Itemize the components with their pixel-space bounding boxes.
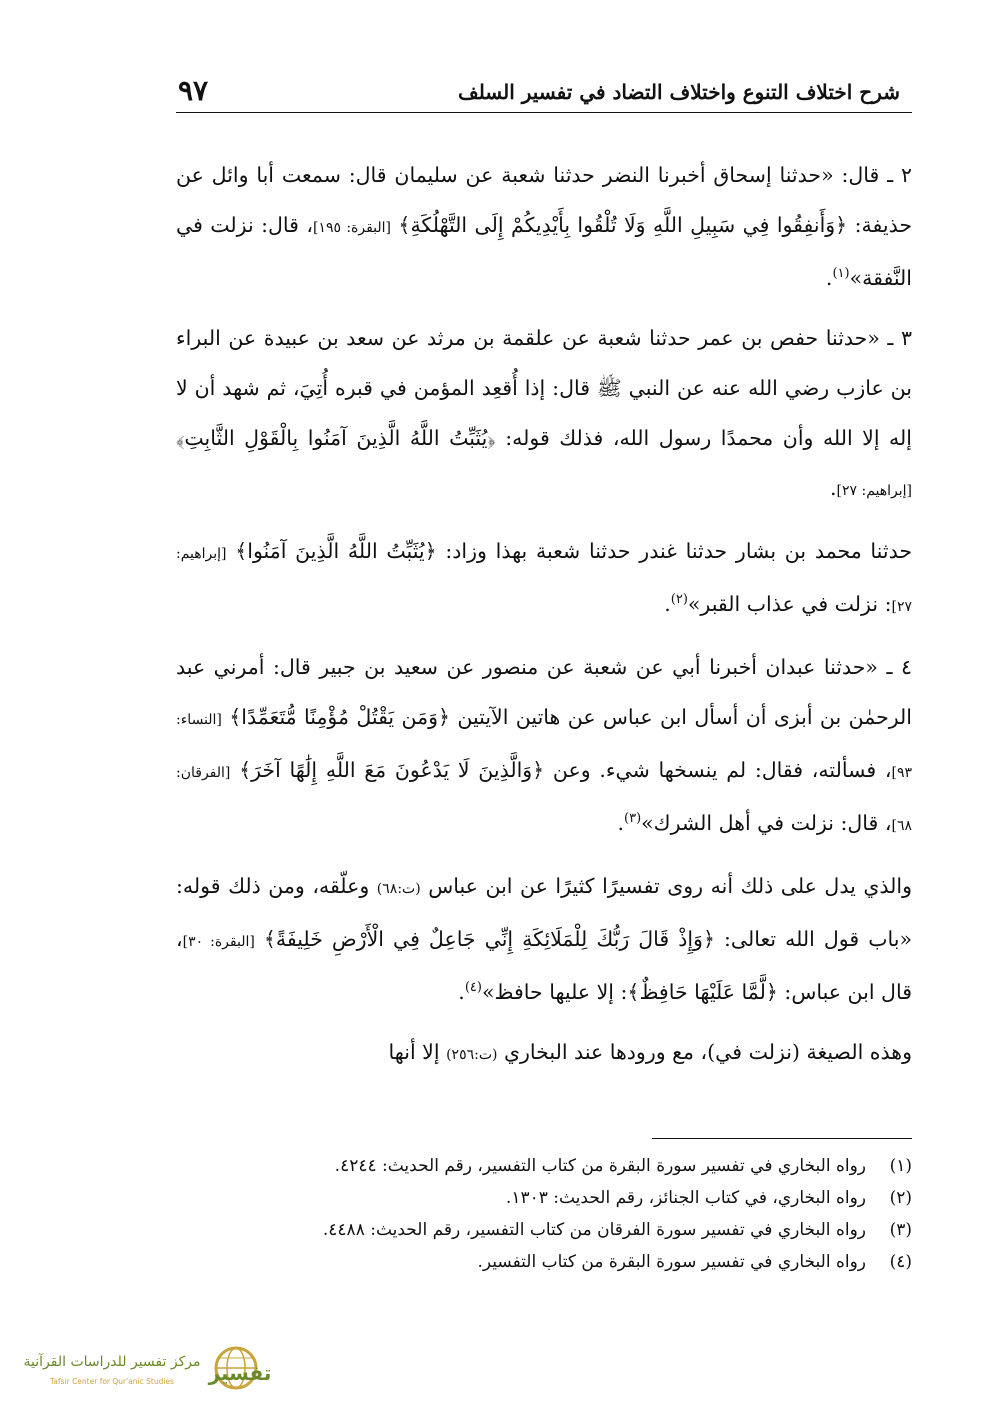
footnote-text: رواه البخاري في تفسير سورة الفرقان من كتاب التفسير، رقم الحديث: ٤٤٨٨. <box>322 1220 866 1240</box>
verse-reference: [إبراهيم: ٢٧] <box>176 546 912 615</box>
footnote-number: (٢) <box>889 1188 912 1208</box>
footnote-marker: (٣) <box>624 811 642 827</box>
footnote-1 <box>176 1150 912 1182</box>
verse-reference: [إبراهيم: ٢٧] <box>836 483 912 499</box>
running-title: شرح اختلاف التنوع واختلاف التضاد في تفسير السلف <box>457 80 900 104</box>
footnotes <box>176 1150 912 1278</box>
verse-reference: [الفرقان: ٦٨] <box>176 765 912 834</box>
paragraph-hadith-3: ٣ ـ «حدثنا حفص بن عمر حدثنا شعبة عن علقمة بن مرثد عن سعد بن عبيدة عن البراء بن عازب رضي الله عنه عن النبي ﷺ قال: إذا أُقعِد المؤمن في قبره أُتِيَ، ثم شهد أن لا إله إلا الله وأن محمدًا رسول الله، فذلك قوله: ﴿يُثَبِّتُ اللَّهُ الَّذِينَ آمَنُوا بِالْقَوْلِ الثَّابِتِ﴾ [إبراهيم: ٢٧]. <box>176 326 912 500</box>
footnote-2 <box>176 1182 912 1214</box>
footnote-number: (١) <box>889 1156 912 1176</box>
logo-english-name: Tafsir Center for Qur'anic Studies <box>50 1377 174 1386</box>
footnote-marker: (٢) <box>670 592 688 608</box>
verse-reference: [البقرة: ٣٠] <box>182 934 255 950</box>
footnote-marker: (٤) <box>464 980 482 996</box>
logo-arabic-name: مركز تفسير للدراسات القرآنية <box>23 1354 201 1370</box>
footnote-text: رواه البخاري في تفسير سورة البقرة من كتاب التفسير. <box>477 1252 866 1272</box>
paragraph-hadith-3-addition: حدثنا محمد بن بشار حدثنا غندر حدثنا شعبة بهذا وزاد: ﴿يُثَبِّتُ اللَّهُ الَّذِينَ آمَنُوا﴾ [إبراهيم: ٢٧]: نزلت في عذاب القبر»$^{(٢)}$. <box>176 539 912 616</box>
footnote-number: (٣) <box>889 1220 912 1240</box>
tafsir-center-logo <box>8 1340 288 1400</box>
footnote-number: (٤) <box>889 1252 912 1272</box>
paragraph-formula: وهذه الصيغة (نزلت في)، مع ورودها عند البخاري (ت:٢٥٦) إلا أنها <box>388 1040 912 1064</box>
footnote-marker: (١) <box>832 266 850 282</box>
footnote-rule <box>652 1138 912 1139</box>
page-header <box>178 74 910 114</box>
paragraph-ibn-abbas: والذي يدل على ذلك أنه روى تفسيرًا كثيرًا عن ابن عباس (ت:٦٨) وعلّقه، ومن ذلك قوله: «باب قول الله تعالى: ﴿وَإِذْ قَالَ رَبُّكَ لِلْمَلَائِكَةِ إِنِّي جَاعِلٌ فِي الْأَرْضِ خَلِيفَةً﴾ [البقرة: ٣٠]، قال ابن عباس: ﴿لَّمَّا عَلَيْهَا حَافِظٌ﴾: إلا عليها حافظ»$^{(٤)}$. <box>176 874 912 1004</box>
footnote-text: رواه البخاري في تفسير سورة البقرة من كتاب التفسير، رقم الحديث: ٤٢٤٤. <box>334 1156 866 1176</box>
verse-reference: [البقرة: ١٩٥] <box>312 220 392 236</box>
paragraph-hadith-2: ٢ ـ قال: «حدثنا إسحاق أخبرنا النضر حدثنا شعبة عن سليمان قال: سمعت أبا وائل عن حذيفة: ﴿وَأَنفِقُوا فِي سَبِيلِ اللَّهِ وَلَا تُلْقُوا بِأَيْدِيكُمْ إِلَى التَّهْلُكَةِ﴾ [البقرة: ١٩٥]، قال: نزلت في النَّفقة»$^{(١)}$. <box>176 163 913 290</box>
footnote-4 <box>176 1246 912 1278</box>
paragraph-hadith-4: ٤ ـ «حدثنا عبدان أخبرنا أبي عن شعبة عن منصور عن سعيد بن جبير قال: أمرني عبد الرحمٰن بن أبزى أن أسأل ابن عباس عن هاتين الآيتين ﴿وَمَن يَقْتُلْ مُؤْمِنًا مُّتَعَمِّدًا﴾ [النساء: ٩٣]، فسألته، فقال: لم ينسخها شيء. وعن ﴿وَالَّذِينَ لَا يَدْعُونَ مَعَ اللَّهِ إِلَٰهًا آخَرَ﴾ [الفرقان: ٦٨]، قال: نزلت في أهل الشرك»$^{(٣)}$. <box>176 655 912 835</box>
death-date: (ت:٦٨) <box>376 881 421 897</box>
death-date: (ت:٢٥٦) <box>446 1047 498 1063</box>
header-rule <box>176 112 912 113</box>
footnote-3 <box>176 1214 912 1246</box>
main-text <box>176 150 912 1092</box>
page-number: ٩٧ <box>178 74 209 107</box>
verse-reference: [النساء: ٩٣] <box>176 712 912 781</box>
footnote-text: رواه البخاري، في كتاب الجنائز، رقم الحديث: ١٣٠٣. <box>505 1188 866 1208</box>
logo-wordmark: تفسير <box>208 1361 272 1385</box>
